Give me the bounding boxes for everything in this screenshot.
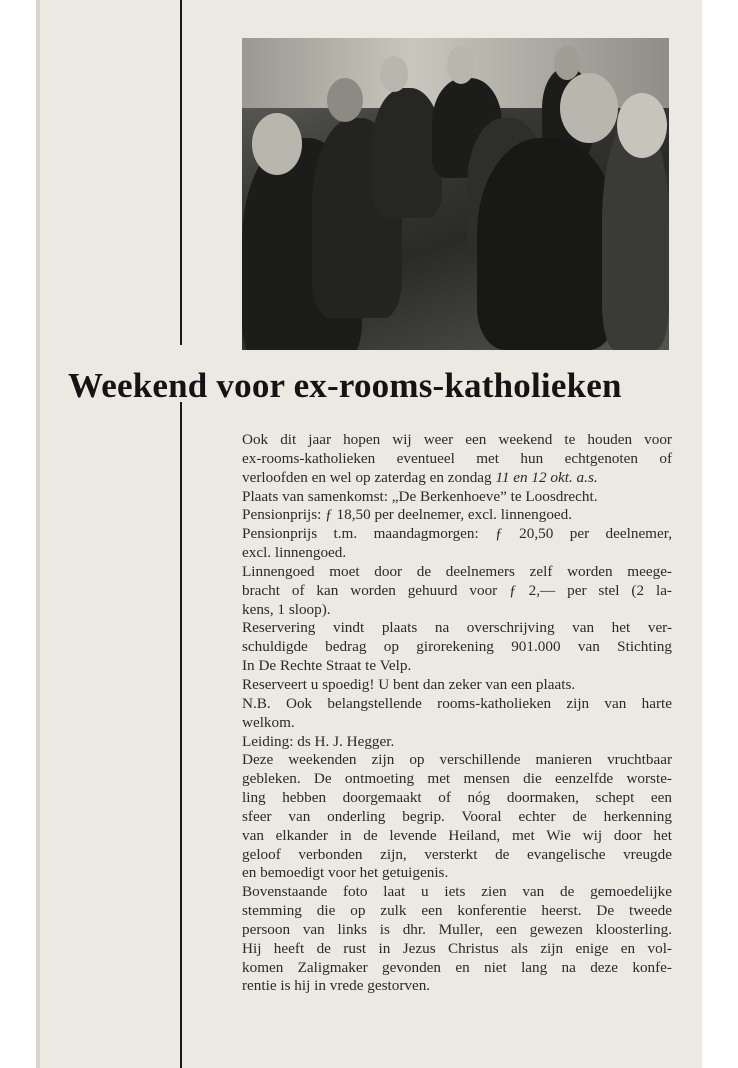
paragraph — [242, 506, 672, 525]
paragraph — [242, 488, 672, 507]
paragraph — [242, 619, 672, 676]
text-line: N.B. Ook belangstellende rooms-katholieken zijn van harte — [242, 694, 672, 712]
paragraph — [242, 431, 672, 488]
text-line: persoon van links is dhr. Muller, een gewezen kloosterling. — [242, 920, 672, 938]
text-line: welkom. — [242, 713, 295, 731]
text-line: stemming die op zulk een konferentie heerst. De tweede — [242, 902, 672, 920]
article-body — [242, 431, 672, 996]
paragraph — [242, 733, 672, 752]
text-line: gebleken. De ontmoeting met mensen die eenzelfde worste- — [242, 770, 672, 788]
text-line: ling hebben doorgemaakt of nóg doormaken, schept een — [242, 789, 672, 807]
text-line: Pensionprijs t.m. maandagmorgen: ƒ 20,50 per deelnemer, — [242, 525, 672, 543]
text-line: In De Rechte Straat te Velp. — [242, 657, 412, 675]
paragraph — [242, 751, 672, 883]
text-line: van elkander in de levende Heiland, met Wie wij door het — [242, 826, 672, 844]
paragraph — [242, 525, 672, 563]
text-line: Pensionprijs: ƒ 18,50 per deelnemer, excl. linnengoed. — [242, 506, 573, 524]
text-line: sfeer van onderling begrip. Vooral echter de herkenning — [242, 807, 672, 825]
text-line: schuldigde bedrag op girorekening 901.000 van Stichting — [242, 638, 672, 656]
text-line: Hij heeft de rust in Jezus Christus als zijn enige en vol- — [242, 939, 672, 957]
text-line: Leiding: ds H. J. Hegger. — [242, 732, 395, 750]
vertical-rule-bottom — [180, 402, 182, 1068]
paragraph — [242, 563, 672, 620]
paragraph — [242, 695, 672, 733]
text-line: Deze weekenden zijn op verschillende manieren vruchtbaar — [242, 751, 672, 769]
text-line: Plaats van samenkomst: „De Berkenhoeve” te Loosdrecht. — [242, 487, 598, 505]
group-photo — [242, 38, 669, 350]
text-line: Reservering vindt plaats na overschrijving van het ver- — [242, 619, 672, 637]
text-line: geloof verbonden zijn, versterkt de evangelische vreugde — [242, 845, 672, 863]
text-line: Ook dit jaar hopen wij weer een weekend te houden voor — [242, 431, 672, 448]
vertical-rule-top — [180, 0, 182, 345]
paragraph — [242, 883, 672, 996]
text-line: rentie is hij in vrede gestorven. — [242, 977, 431, 995]
text-line: excl. linnengoed. — [242, 544, 347, 562]
date-text: 11 en 12 okt. a.s. — [495, 468, 598, 486]
page-edge — [36, 0, 40, 1068]
text-line: Bovenstaande foto laat u iets zien van de gemoedelijke — [242, 883, 672, 901]
text-line: Linnengoed moet door de deelnemers zelf worden meege- — [242, 562, 672, 580]
text-line: verloofden en wel op zaterdag en zondag 11 en 12 okt. a.s. — [242, 468, 598, 486]
text-line: kens, 1 sloop). — [242, 600, 331, 618]
paragraph — [242, 676, 672, 695]
text-line: en bemoedigt voor het getuigenis. — [242, 864, 449, 882]
text-line: bracht of kan worden gehuurd voor ƒ 2,— per stel (2 la- — [242, 581, 672, 599]
article-title: Weekend voor ex-rooms-katholieken — [68, 366, 622, 405]
text-line: komen Zaligmaker gevonden en niet lang na deze konfe- — [242, 958, 672, 976]
text-line: Reserveert u spoedig! U bent dan zeker van een plaats. — [242, 675, 576, 693]
text-line: ex-rooms-katholieken eventueel met hun echtgenoten of — [242, 449, 672, 467]
